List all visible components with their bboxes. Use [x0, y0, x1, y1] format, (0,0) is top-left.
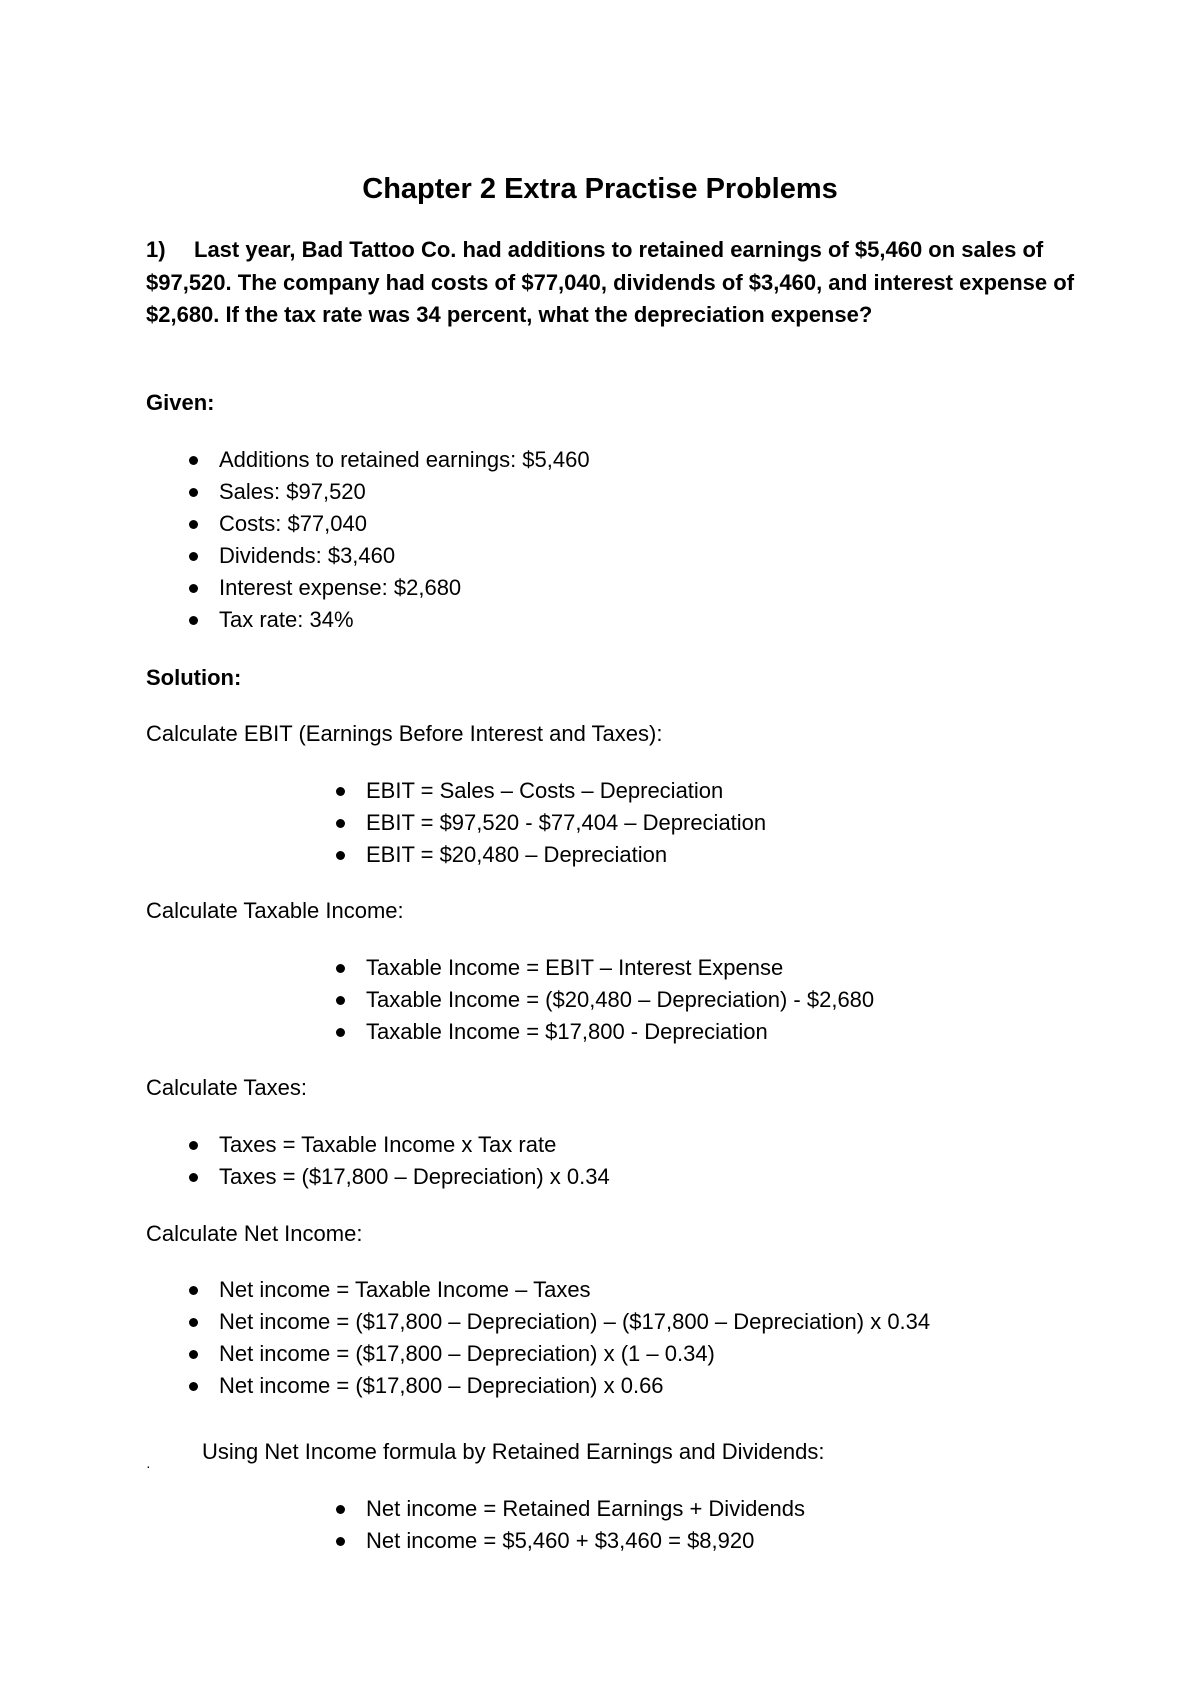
net-income-list: [219, 1274, 930, 1402]
list-item: Net income = ($17,800 – Depreciation) – ($17,800 – Depreciation) x 0.34: [219, 1306, 930, 1338]
list-item: Taxes = ($17,800 – Depreciation) x 0.34: [219, 1161, 610, 1193]
bullet-icon: [189, 616, 198, 625]
list-item: Interest expense: $2,680: [219, 572, 590, 604]
list-item: Dividends: $3,460: [219, 540, 590, 572]
bullet-icon: [189, 584, 198, 593]
retained-list: [366, 1493, 805, 1557]
bullet-icon: [336, 964, 345, 973]
given-list: [219, 444, 590, 636]
list-item: Taxes = Taxable Income x Tax rate: [219, 1129, 610, 1161]
list-item: EBIT = $20,480 – Depreciation: [366, 839, 766, 871]
bullet-icon: [336, 1028, 345, 1037]
list-item: Net income = Retained Earnings + Dividends: [366, 1493, 805, 1525]
list-item: Net income = Taxable Income – Taxes: [219, 1274, 930, 1306]
bullet-icon: [189, 488, 198, 497]
bullet-icon: [189, 456, 198, 465]
bullet-icon: [336, 1537, 345, 1546]
list-item: Sales: $97,520: [219, 476, 590, 508]
list-item: EBIT = Sales – Costs – Depreciation: [366, 775, 766, 807]
bullet-icon: [336, 1505, 345, 1514]
list-item: Taxable Income = ($20,480 – Depreciation) - $2,680: [366, 984, 874, 1016]
question-text: Last year, Bad Tattoo Co. had additions to retained earnings of $5,460 on sales of $97,520. The company had costs of $77,040, dividends of $3,460, and interest expense of $2,680. If the tax rate was 34 percent, what the depreciation expense?: [146, 237, 1075, 327]
bullet-icon: [336, 787, 345, 796]
given-heading: Given:: [146, 390, 215, 415]
taxable-list: [366, 952, 874, 1048]
list-item: EBIT = $97,520 - $77,404 – Depreciation: [366, 807, 766, 839]
question-number: 1): [146, 237, 166, 262]
bullet-icon: [189, 520, 198, 529]
bullet-icon: [189, 1141, 198, 1150]
bullet-icon: [189, 552, 198, 561]
list-item: Net income = $5,460 + $3,460 = $8,920: [366, 1525, 805, 1557]
page-title: Chapter 2 Extra Practise Problems: [362, 173, 838, 205]
small-bullet-marker: ·: [146, 1458, 151, 1474]
ebit-list: [366, 775, 766, 871]
bullet-icon: [336, 996, 345, 1005]
list-item: Costs: $77,040: [219, 508, 590, 540]
list-item: Net income = ($17,800 – Depreciation) x (1 – 0.34): [219, 1338, 930, 1370]
bullet-icon: [189, 1382, 198, 1391]
taxes-intro: Calculate Taxes:: [146, 1075, 308, 1100]
bullet-icon: [189, 1286, 198, 1295]
bullet-icon: [189, 1173, 198, 1182]
taxes-list: [219, 1129, 610, 1193]
bullet-icon: [189, 1350, 198, 1359]
list-item: Taxable Income = EBIT – Interest Expense: [366, 952, 874, 984]
ebit-intro: Calculate EBIT (Earnings Before Interest and Taxes):: [146, 721, 663, 746]
net-income-intro: Calculate Net Income:: [146, 1221, 363, 1246]
list-item: Additions to retained earnings: $5,460: [219, 444, 590, 476]
list-item: Tax rate: 34%: [219, 604, 590, 636]
list-item: Taxable Income = $17,800 - Depreciation: [366, 1016, 874, 1048]
bullet-icon: [336, 851, 345, 860]
solution-heading: Solution:: [146, 665, 242, 690]
taxable-intro: Calculate Taxable Income:: [146, 898, 404, 923]
bullet-icon: [189, 1318, 198, 1327]
list-item: Net income = ($17,800 – Depreciation) x 0.66: [219, 1370, 930, 1402]
question-1: [146, 234, 1076, 332]
retained-intro: Using Net Income formula by Retained Earnings and Dividends:: [202, 1439, 825, 1464]
bullet-icon: [336, 819, 345, 828]
